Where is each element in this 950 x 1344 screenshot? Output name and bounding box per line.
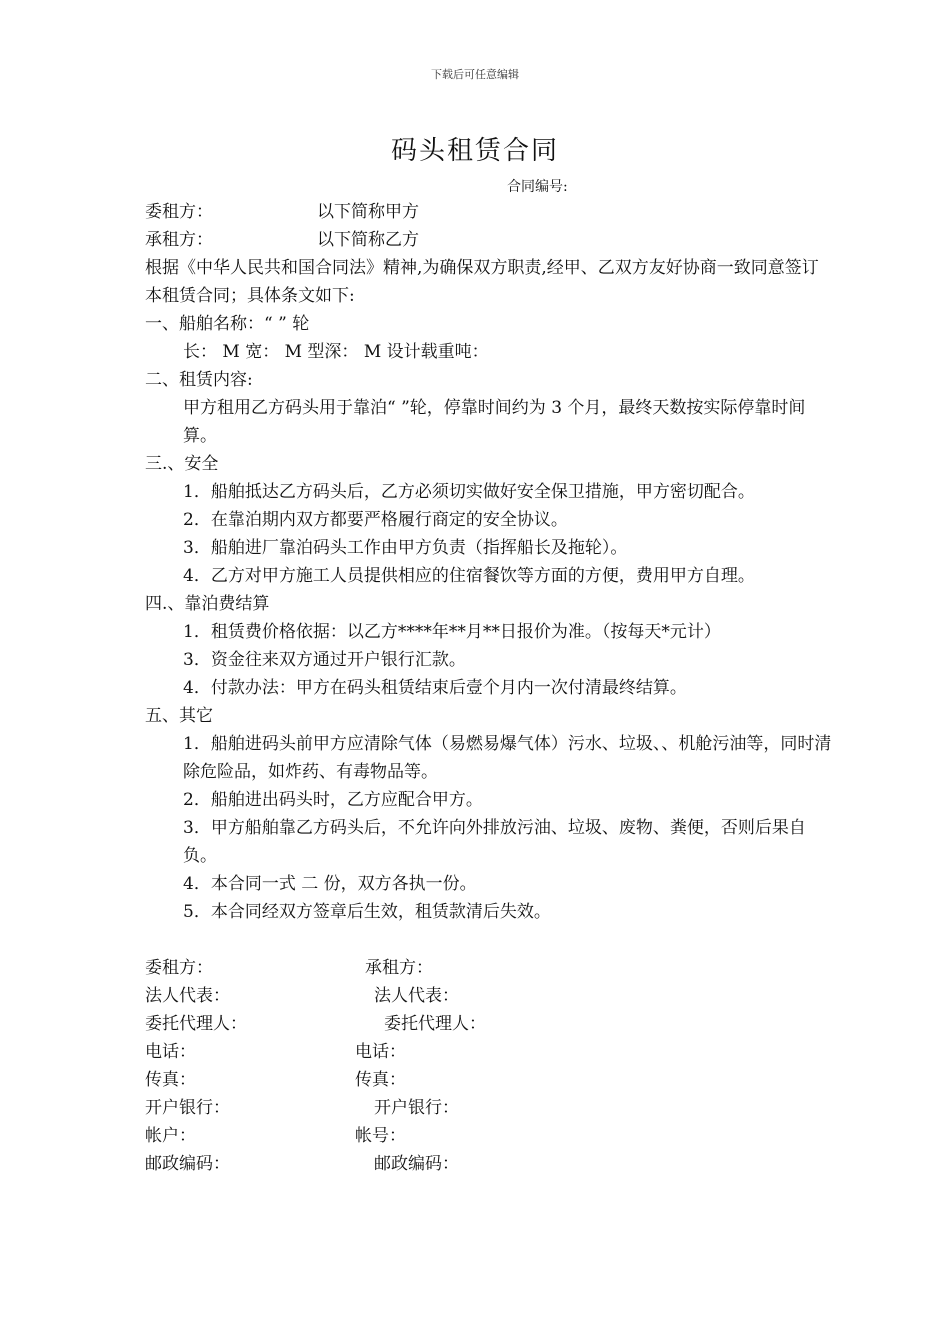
download-note: 下载后可任意编辑 (431, 68, 519, 81)
signature-right: 委托代理人： (384, 1014, 486, 1034)
signature-right: 帐号： (355, 1126, 406, 1146)
settlement-item: 1．租赁费价格依据：以乙方****年**月**日报价为准。（按每天*元计） (183, 622, 721, 642)
signature-left: 帐户： (145, 1126, 196, 1146)
safety-item: 3．船舶进厂靠泊码头工作由甲方负责（指挥船长及拖轮）。 (183, 538, 628, 558)
section-settlement-heading: 四.、靠泊费结算 (145, 594, 270, 614)
signature-left: 开户银行： (145, 1098, 230, 1118)
lessee-line (145, 226, 835, 254)
other-item: 1．船舶进码头前甲方应清除气体（易燃易爆气体）污水、垃圾、、机舱污油等，同时清除危险品，如炸药、有毒物品等。 (183, 734, 832, 782)
signature-right: 邮政编码： (374, 1154, 459, 1174)
spacer (145, 926, 835, 954)
signature-left: 委托代理人： (145, 1014, 247, 1034)
lessor-alias: 以下简称甲方 (317, 202, 419, 222)
safety-item: 1．船舶抵达乙方码头后，乙方必须切实做好安全保卫措施，甲方密切配合。 (183, 482, 755, 502)
signature-left: 法人代表： (145, 986, 230, 1006)
signature-right: 电话： (355, 1042, 406, 1062)
section-ship-detail: 长： M 宽： M 型深： M 设计载重吨： (183, 342, 489, 362)
other-item: 4．本合同一式 二 份，双方各执一份。 (183, 874, 477, 894)
signature-right: 承租方： (365, 958, 433, 978)
contract-number-label: 合同编号: (507, 179, 568, 195)
signature-row (145, 1122, 835, 1150)
signature-left: 委租方： (145, 958, 213, 978)
settlement-item: 4．付款办法：甲方在码头租赁结束后壹个月内一次付清最终结算。 (183, 678, 687, 698)
signature-row (145, 1010, 835, 1038)
signature-block (145, 954, 835, 1178)
contract-body (145, 198, 835, 1178)
signature-left: 传真： (145, 1070, 196, 1090)
section-lease-text: 甲方租用乙方码头用于靠泊“ ”轮，停靠时间约为 3 个月，最终天数按实际停靠时间算。 (183, 398, 806, 446)
lessee-label: 承租方： (145, 230, 213, 250)
safety-item: 4．乙方对甲方施工人员提供相应的住宿餐饮等方面的方便，费用甲方自理。 (183, 566, 755, 586)
signature-right: 开户银行： (374, 1098, 459, 1118)
lessor-line (145, 198, 835, 226)
lessee-alias: 以下简称乙方 (317, 230, 419, 250)
signature-row (145, 1038, 835, 1066)
signature-row (145, 1066, 835, 1094)
signature-row (145, 954, 835, 982)
signature-left: 电话： (145, 1042, 196, 1062)
safety-item: 2．在靠泊期内双方都要严格履行商定的安全协议。 (183, 510, 568, 530)
signature-right: 法人代表： (374, 986, 459, 1006)
lessor-label: 委租方： (145, 202, 213, 222)
section-safety-heading: 三.、安全 (145, 454, 219, 474)
section-lease-heading: 二、租赁内容: (145, 370, 253, 390)
section-other-heading: 五、其它 (145, 706, 213, 726)
signature-row (145, 1094, 835, 1122)
other-item: 3．甲方船舶靠乙方码头后，不允许向外排放污油、垃圾、废物、粪便，否则后果自负。 (183, 818, 806, 866)
section-ship-heading: 一、船舶名称：“ ” 轮 (145, 314, 310, 334)
settlement-item: 3．资金往来双方通过开户银行汇款。 (183, 650, 466, 670)
other-item: 2．船舶进出码头时，乙方应配合甲方。 (183, 790, 483, 810)
preamble: 根据《中华人民共和国合同法》精神,为确保双方职责,经甲、乙双方友好协商一致同意签订本租赁合同；具体条文如下: (145, 258, 819, 306)
signature-left: 邮政编码： (145, 1154, 230, 1174)
contract-title: 码头租赁合同 (390, 136, 559, 166)
signature-row (145, 1150, 835, 1178)
signature-right: 传真： (355, 1070, 406, 1090)
signature-row (145, 982, 835, 1010)
other-item: 5．本合同经双方签章后生效，租赁款清后失效。 (183, 902, 551, 922)
